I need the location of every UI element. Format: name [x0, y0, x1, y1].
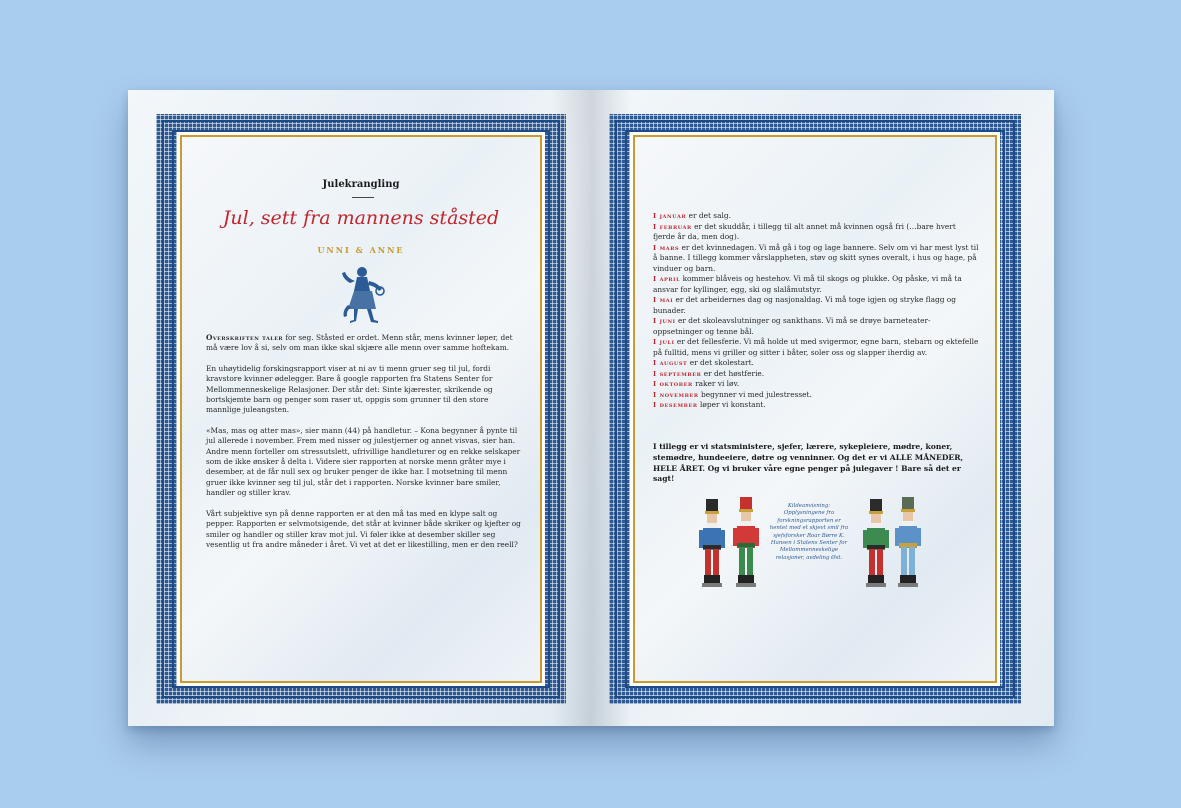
source-caption: Kildeanvisning: Opplysningene fra forskningsrapporten er hentet med et skjevt smil fra sjefsforsker Roar Børre K. Hansen i Statens Senter for Mellommenneskelige relasjoner, avdeling Øst. — [769, 503, 849, 561]
month-entry: I september er det høstferie. — [653, 368, 765, 378]
month-entry: I november begynner vi med julestresset. — [653, 389, 812, 399]
month-entry: I august er det skolestart. — [653, 358, 754, 367]
section-rule — [352, 197, 374, 198]
month-list — [653, 211, 979, 411]
byline: UNNI & ANNE — [317, 245, 405, 255]
lead-caps: Overskriften taler — [206, 333, 283, 342]
nutcracker-figure-icon — [697, 497, 727, 592]
paragraph: «Mas, mas og atter mas», sier mann (44) på handletur. – Kona begynner å pynte til jul allerede i november. Frem med nisser og julestjerner og annet visvas, sier han. Andre menn forteller om stressutslett, ufrivillige handleturer og en rekke selskaper som de ikke ønsker å delta i. Videre sier rapporten at norske menn gråter mye i desember, at de får null sex og bruker penger de ikke har. I motsetning til menn gruer ikke kvinner seg til jul, står det i rapporten. Norske kvinner bare smiler, handler og stiller krav. — [206, 425, 521, 498]
paragraph: En uhøytidelig forskingsrapport viser at ni av ti menn gruer seg til jul, fordi kravstore kvinner ødelegger. Bare å google rapporten fra Statens Senter for Mellommenneskelige Relasjoner. Der står det: Sinte kjærester, skrikende og bortskjemte barn og penger som raser ut, oppgis som grunner til den store mannlige juleangsten. — [206, 363, 493, 415]
article-body — [206, 333, 522, 560]
closing-statement: I tillegg er vi statsministere, sjefer, lærere, sykepleiere, mødre, koner, stemødre, hundeeiere, døtre og venninner. Og det er vi ALLE MÅNEDER, HELE ÅRET. Og vi bruker våre egne penger på julegaver ! Bare så det er sagt! — [653, 442, 964, 484]
section-label: Julekrangling — [322, 179, 400, 190]
right-page — [591, 90, 1054, 726]
paragraph: Vårt subjektive syn på denne rapporten er at den må tas med en klype salt og pepper. Rapporten er selvmotsigende, det står at kvinner både skriker og kjefter og smiler og handler og stiller krav mot jul. Vi føler ikke at desember skiller seg vesentlig ut fra andre måneder i året. Vi vet at det er likestilling, men er den reell? — [206, 508, 521, 549]
month-entry: I desember løper vi konstant. — [653, 400, 766, 409]
month-entry: I april kommer blåveis og hestehov. Vi må til skogs og plukke. Og påske, vi må ta ansvar for kyllinger, egg, ski og slalåmutstyr. — [653, 274, 962, 294]
left-page — [128, 90, 591, 726]
month-entry: I februar er det skuddår, i tillegg til alt annet må kvinnen også fri (…bare hvert fjerde år da, men dog). — [653, 221, 956, 241]
paragraph: Overskriften taler for seg. Ståsted er ordet. Menn står, mens kvinner løper, det må være lov å si, selv om man ikke skal skjære alle menn over samme hoftekam. — [206, 333, 513, 353]
month-entry: I juli er det fellesferie. Vi må holde ut med svigermor, egne barn, stebarn og ektefelle på fulltid, mens vi griller og sitter i båter, soler oss og slapper iherdig av. — [653, 337, 979, 357]
month-entry: I januar er det salg. — [653, 211, 731, 220]
nutcracker-figure-icon — [861, 497, 891, 592]
text-panel — [180, 135, 542, 683]
month-entry: I mai er det arbeidernes dag og nasjonaldag. Vi må toge igjen og stryke flagg og bunader. — [653, 295, 956, 315]
nutcracker-figure-icon — [893, 495, 923, 592]
dancer-illustration-icon — [340, 265, 386, 327]
text-panel — [633, 135, 997, 683]
month-entry: I mars er det kvinnedagen. Vi må gå i tog og lage bannere. Selv om vi har mest lyst til å banne. I tillegg kommer vårslappheten, støv og skitt synes overalt, i hus og hage, på vinduer og barn. — [653, 242, 979, 273]
nutcracker-figure-icon — [731, 495, 761, 592]
headline: Jul, sett fra mannens ståsted — [222, 207, 500, 229]
magazine-spread — [128, 90, 1054, 726]
month-entry: I oktober raker vi løv. — [653, 379, 740, 388]
month-entry: I juni er det skoleavslutninger og sankthans. Vi må se drøye barneteater-oppsetninger og tenne bål. — [653, 316, 931, 336]
